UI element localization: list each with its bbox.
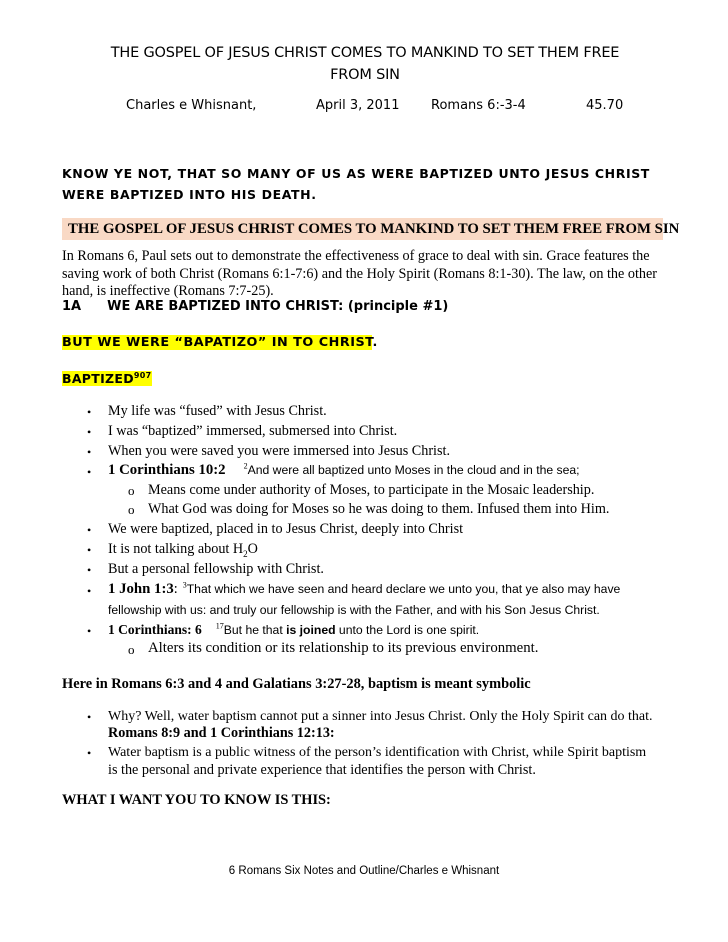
list-item: Water baptism is a public witness of the person’s identification with Christ, while Spirit baptism [108, 745, 647, 760]
sub-list-item: Alters its condition or its relationship to its previous environment. [148, 640, 539, 656]
list-item-text: O [247, 541, 258, 557]
list-item: My life was “fused” with Jesus Christ. [108, 403, 327, 419]
verse-text: And were all baptized unto Moses in the cloud and in the sea; [247, 463, 580, 477]
baptized-word: BAPTIZED [62, 371, 134, 386]
list-item-references: Romans 8:9 and 1 Corinthians 12:13: [108, 725, 335, 741]
bullet-icon: • [87, 425, 92, 439]
verse-text-continued: fellowship with us: and truly our fellowship is with the Father, and with his Son Jesus Christ. [108, 603, 600, 617]
verse-text-bold: is joined [286, 623, 336, 637]
verse-number: 2 [243, 461, 248, 471]
bullet-icon: • [87, 445, 92, 459]
title-line-2: FROM SIN [330, 67, 400, 83]
highlighted-banner: THE GOSPEL OF JESUS CHRIST COMES TO MANKIND TO SET THEM FREE FROM SIN [62, 218, 663, 240]
bullet-icon: • [87, 710, 92, 724]
verse-text-part: But he that [223, 623, 287, 637]
bapatizo-period: . [372, 335, 378, 350]
list-item: We were baptized, placed in to Jesus Christ, deeply into Christ [108, 521, 464, 537]
colon: : [173, 581, 178, 597]
bullet-icon: • [87, 523, 92, 537]
intro-paragraph: In Romans 6, Paul sets out to demonstrate the effectiveness of grace to deal with sin. Grace features the saving work of both Christ (Romans 6:1-7:6) and the Holy Spirit (Romans 8:1-30). The law, on the other hand, is ineffective (Romans 7:7-25). [62, 248, 658, 299]
bullet-icon: • [87, 563, 92, 577]
symbolic-heading: Here in Romans 6:3 and 4 and Galatians 3:27-28, baptism is meant symbolic [62, 676, 531, 692]
list-item: But a personal fellowship with Christ. [108, 561, 324, 577]
verse-reference: 1 John 1:3 [108, 581, 174, 597]
date: April 3, 2011 [316, 98, 400, 113]
verse-text [224, 623, 479, 637]
document-title [62, 42, 668, 86]
section-principle: (principle #1) [347, 299, 449, 314]
list-item [108, 541, 258, 563]
section-number: 1A [62, 299, 82, 314]
verse-reference: 1 Corinthians 10:2 [108, 462, 226, 478]
sub-list-item: What God was doing for Moses so he was doing to them. Infused them into Him. [148, 501, 610, 517]
list-item-text: It is not talking about H [108, 541, 244, 557]
page-footer: 6 Romans Six Notes and Outline/Charles e Whisnant [228, 865, 500, 877]
verse-number: 3 [182, 580, 187, 590]
list-item [108, 621, 479, 639]
list-item-continued: is the personal and private experience that identifies the person with Christ. [108, 762, 536, 778]
baptized-strongs-number: 907 [133, 370, 152, 380]
lead-line-1: KNOW YE NOT, THAT SO MANY OF US AS WERE BAPTIZED UNTO JESUS CHRIST [62, 166, 650, 181]
closing-heading: WHAT I WANT YOU TO KNOW IS THIS: [62, 792, 331, 808]
author: Charles e Whisnant, [126, 98, 257, 113]
lead-line-2: WERE BAPTIZED INTO HIS DEATH. [62, 187, 317, 202]
verse-reference: 1 Corinthians: 6 [108, 622, 202, 637]
list-item: I was “baptized” immersed, submersed into Christ. [108, 423, 398, 439]
bapatizo-highlight: BUT WE WERE “BAPATIZO” IN TO CHRIST [62, 335, 373, 350]
list-item: When you were saved you were immersed into Jesus Christ. [108, 443, 450, 459]
sub-list-item: Means come under authority of Moses, to participate in the Mosaic leadership. [148, 482, 595, 498]
bullet-icon: • [87, 405, 92, 419]
sermon-number: 45.70 [586, 98, 624, 113]
verse-text-part: unto the Lord is one spirit. [335, 623, 480, 637]
bullet-icon: • [87, 584, 92, 598]
bullet-icon: • [87, 624, 92, 638]
list-item [108, 462, 580, 479]
list-item [108, 581, 620, 598]
list-item: Why? Well, water baptism cannot put a sinner into Jesus Christ. Only the Holy Spirit can do that. [108, 709, 653, 724]
verse-number: 17 [215, 621, 224, 631]
verse-text: That which we have seen and heard declare we unto you, that ye also may have [186, 582, 621, 596]
subscript: 2 [243, 548, 248, 559]
section-heading [62, 299, 448, 314]
bullet-icon: • [87, 465, 92, 479]
section-title: WE ARE BAPTIZED INTO CHRIST: [107, 299, 344, 314]
baptized-heading [62, 371, 152, 386]
title-line-1: THE GOSPEL OF JESUS CHRIST COMES TO MANKIND TO SET THEM FREE [110, 45, 620, 61]
scripture-reference: Romans 6:-3-4 [431, 98, 526, 113]
sub-bullet-icon: o [128, 502, 135, 517]
bullet-icon: • [87, 746, 92, 760]
sub-bullet-icon: o [128, 642, 135, 657]
bullet-icon: • [87, 543, 92, 557]
sub-bullet-icon: o [128, 483, 135, 498]
bapatizo-line [62, 335, 378, 350]
